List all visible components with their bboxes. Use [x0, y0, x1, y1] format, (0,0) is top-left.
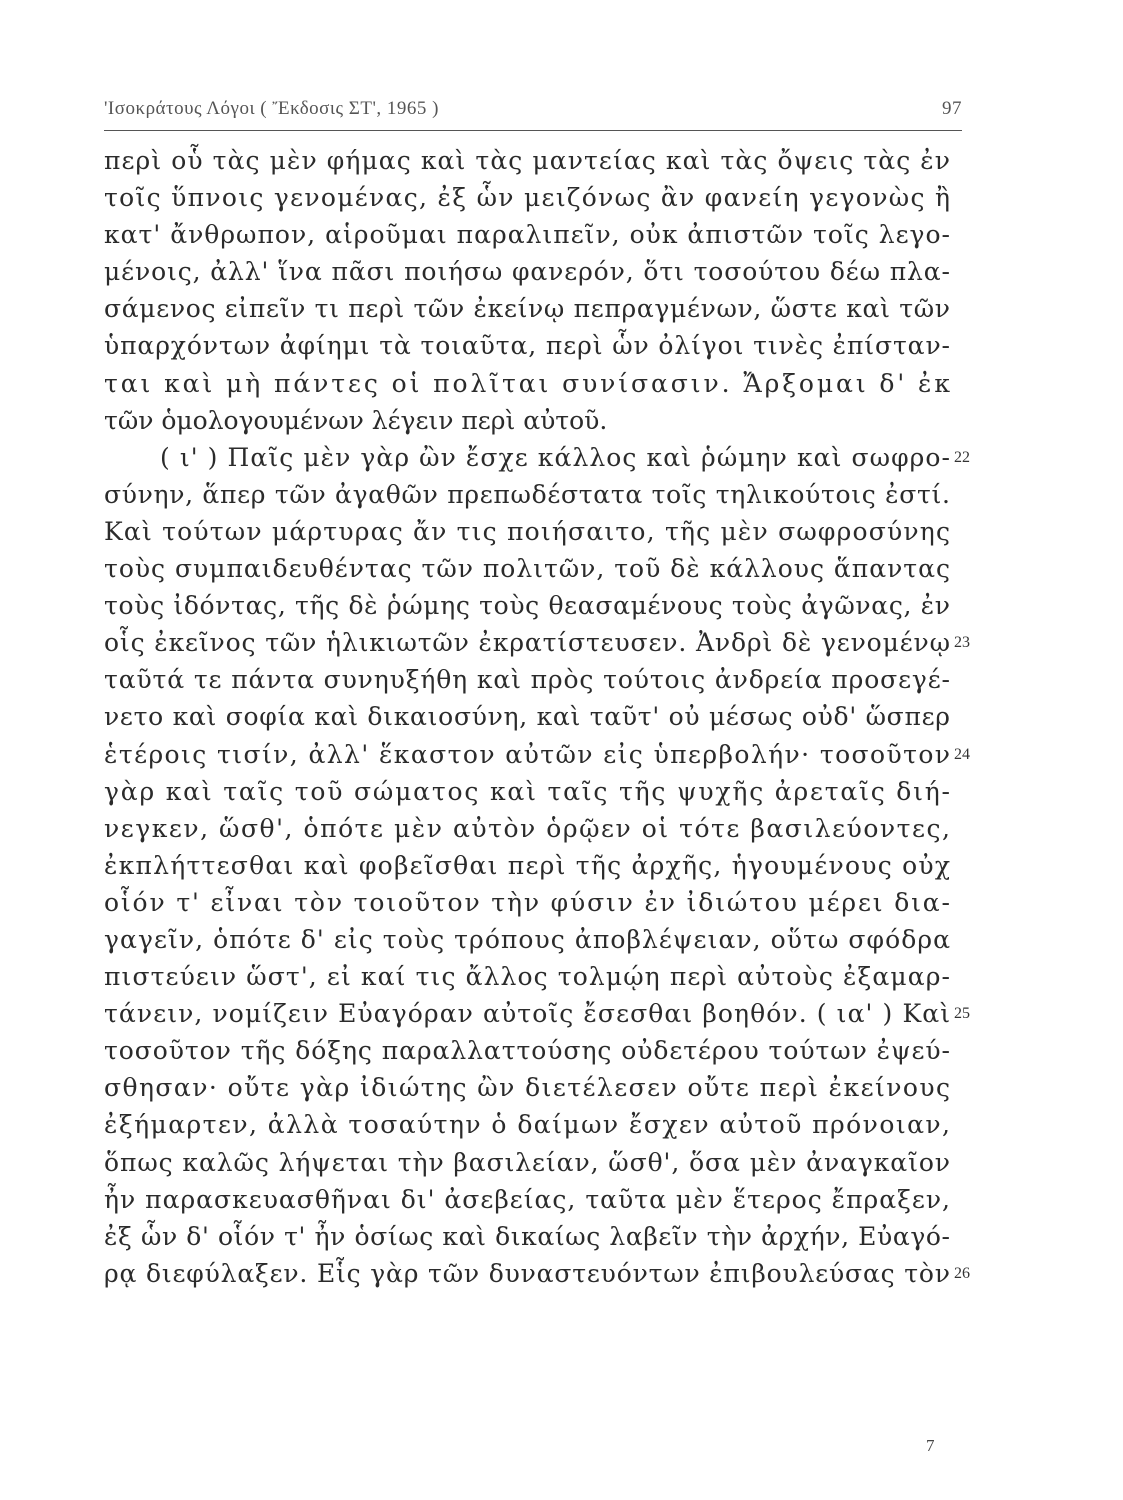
header-rule [104, 130, 962, 131]
line-text: σθησαν· οὔτε γὰρ ἰδιώτης ὢν διετέλεσεν οὔτε περὶ ἐκείνους [104, 1073, 952, 1103]
text-line [104, 216, 950, 253]
text-line [104, 810, 950, 847]
text-line [104, 847, 950, 884]
text-line [104, 365, 953, 402]
text-line [104, 476, 950, 513]
line-text: περὶ οὗ τὰς μὲν φήμας καὶ τὰς μαντείας καὶ τὰς ὄψεις τὰς ἐν [104, 146, 952, 175]
text-line [104, 290, 950, 327]
line-text: τάνειν, νομίζειν Εὐαγόραν αὐτοῖς ἔσεσθαι βοηθόν. ( ια' ) Καὶ [104, 999, 952, 1029]
page-number: 97 [942, 98, 962, 119]
line-text: ταῦτά τε πάντα συνηυξήθη καὶ πρὸς τούτοις ἀνδρεία προσεγέ- [104, 665, 951, 695]
running-title: 'Ισοκράτους Λόγοι ( Ἔκδοσις ΣΤ', 1965 ) [104, 98, 439, 119]
text-line [104, 253, 950, 290]
line-text: ται καὶ μὴ πάντες οἱ πολῖται συνίσασιν. Ἄρξομαι δ' ἐκ [104, 368, 953, 398]
margin-number: 24 [954, 745, 970, 763]
margin-number: 23 [954, 634, 970, 652]
text-line [104, 513, 950, 550]
line-text: Καὶ τούτων μάρτυρας ἄν τις ποιήσαιτο, τῆς μὲν σωφροσύνης [104, 516, 952, 546]
line-text: νετο καὶ σοφία καὶ δικαιοσύνη, καὶ ταῦτ' οὐ μέσως οὐδ' ὥσπερ [104, 702, 951, 732]
line-text: ρᾳ διεφύλαξεν. Εἷς γὰρ τῶν δυναστευόντων ἐπιβουλεύσας τὸν [104, 1258, 951, 1288]
line-text: σύνην, ἅπερ τῶν ἀγαθῶν πρεπωδέστατα τοῖς τηλικούτοις ἐστί. [104, 479, 951, 509]
text-line [104, 624, 970, 661]
text-line [104, 327, 950, 364]
text-line [104, 1255, 970, 1292]
text-line [104, 1106, 950, 1143]
running-head [104, 98, 962, 120]
line-text: πιστεύειν ὥστ', εἰ καί τις ἄλλος τολμῴη περὶ αὐτοὺς ἐξαμαρ- [104, 962, 952, 992]
line-text: ἐκπλήττεσθαι καὶ φοβεῖσθαι περὶ τῆς ἀρχῆς, ἡγουμένους οὐχ [104, 850, 952, 880]
text-line [104, 179, 950, 216]
line-text: νεγκεν, ὥσθ', ὁπότε μὲν αὐτὸν ὁρῷεν οἱ τότε βασιλεύοντες, [104, 813, 952, 843]
text-line [104, 1069, 950, 1106]
line-text: οἷόν τ' εἶναι τὸν τοιοῦτον τὴν φύσιν ἐν ἰδιώτου μέρει δια- [104, 887, 952, 917]
text-line [104, 921, 950, 958]
line-text: τοσοῦτον τῆς δόξης παραλλαττούσης οὐδετέρου τούτων ἐψεύ- [104, 1036, 951, 1066]
text-line [104, 1181, 950, 1218]
line-text: οἷς ἐκεῖνος τῶν ἡλικιωτῶν ἐκρατίστευσεν. Ἀνδρὶ δὲ γενομένῳ [104, 628, 951, 658]
margin-number: 22 [954, 448, 970, 466]
text-line [104, 995, 970, 1032]
line-text: ἦν παρασκευασθῆναι δι' ἀσεβείας, ταῦτα μὲν ἕτερος ἔπραξεν, [104, 1184, 951, 1214]
signature-mark: 7 [926, 1436, 935, 1455]
text-line [104, 884, 950, 921]
line-text: γὰρ καὶ ταῖς τοῦ σώματος καὶ ταῖς τῆς ψυχῆς ἀρεταῖς διή- [104, 776, 952, 806]
line-text: ἐξ ὧν δ' οἷόν τ' ἦν ὁσίως καὶ δικαίως λαβεῖν τὴν ἀρχήν, Εὐαγό- [104, 1221, 951, 1251]
line-text: σάμενος εἰπεῖν τι περὶ τῶν ἐκείνῳ πεπραγμένων, ὥστε καὶ τῶν [104, 294, 951, 324]
line-text: μένοις, ἀλλ' ἵνα πᾶσι ποιήσω φανερόν, ὅτι τοσούτου δέω πλα- [104, 257, 951, 287]
text-line [104, 698, 950, 735]
line-text: ὑπαρχόντων ἀφίημι τὰ τοιαῦτα, περὶ ὧν ὀλίγοι τινὲς ἐπίσταν- [104, 331, 951, 361]
text-line [104, 142, 950, 179]
margin-number: 25 [954, 1005, 970, 1023]
text-line [104, 736, 970, 773]
line-text: κατ' ἄνθρωπον, αἱροῦμαι παραλιπεῖν, οὐκ ἀπιστῶν τοῖς λεγο- [104, 220, 951, 250]
line-text: τοὺς συμπαιδευθέντας τῶν πολιτῶν, τοῦ δὲ κάλλους ἅπαντας [104, 554, 951, 584]
text-line [104, 958, 950, 995]
text-line [104, 661, 950, 698]
line-text: ( ι' ) Παῖς μὲν γὰρ ὢν ἔσχε κάλλος καὶ ῥώμην καὶ σωφρο- [160, 442, 952, 472]
text-line [104, 402, 950, 439]
line-text: ἐξήμαρτεν, ἀλλὰ τοσαύτην ὁ δαίμων ἔσχεν αὐτοῦ πρόνοιαν, [104, 1110, 952, 1140]
line-text: τοὺς ἰδόντας, τῆς δὲ ῥώμης τοὺς θεασαμένους τοὺς ἀγῶνας, ἐν [104, 591, 951, 621]
line-text: ἑτέροις τισίν, ἀλλ' ἕκαστον αὐτῶν εἰς ὑπερβολήν· τοσοῦτον [104, 739, 952, 769]
margin-number: 26 [954, 1264, 970, 1282]
text-line [104, 1032, 950, 1069]
text-line [104, 587, 950, 624]
text-line [104, 439, 970, 476]
text-line [104, 1218, 950, 1255]
line-text: γαγεῖν, ὁπότε δ' εἰς τοὺς τρόπους ἀποβλέψειαν, οὕτω σφόδρα [104, 924, 952, 954]
text-line [104, 773, 950, 810]
line-text: τῶν ὁμολογουμένων λέγειν περὶ αὐτοῦ. [104, 405, 608, 435]
line-text: τοῖς ὕπνοις γενομένας, ἐξ ὧν μειζόνως ἂν φανείη γεγονὼς ἢ [104, 183, 952, 213]
line-text: ὅπως καλῶς λήψεται τὴν βασιλείαν, ὥσθ', ὅσα μὲν ἀναγκαῖον [104, 1147, 951, 1177]
text-line [104, 550, 950, 587]
text-body [104, 142, 970, 1292]
text-line [104, 1144, 950, 1181]
